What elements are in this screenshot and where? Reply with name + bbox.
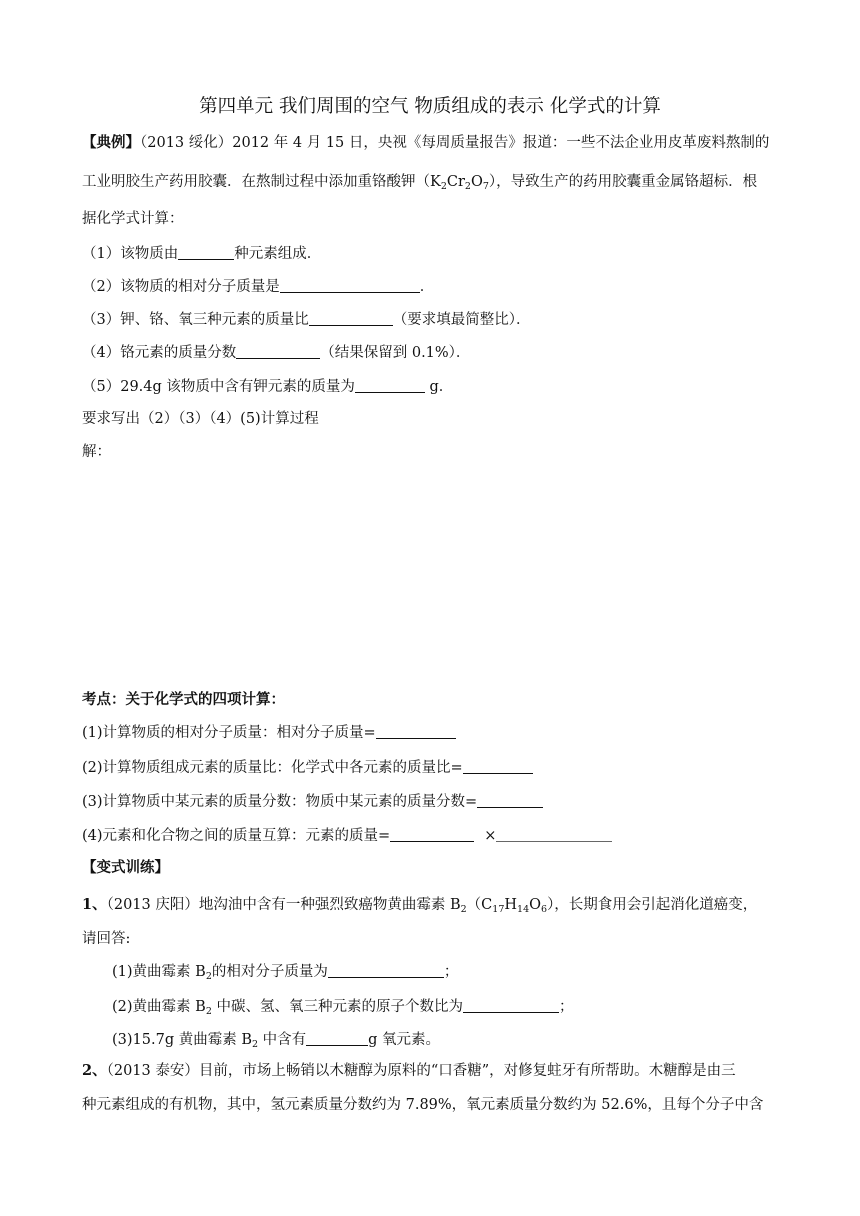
answer-blank[interactable]	[496, 826, 612, 842]
answer-blank[interactable]	[376, 723, 456, 739]
answer-blank[interactable]	[328, 962, 444, 978]
example-question-5: （5）29.4g 该物质中含有钾元素的质量为 g．	[82, 379, 454, 395]
answer-blank[interactable]	[236, 343, 320, 359]
keypoint-2: (2)计算物质组成元素的质量比：化学式中各元素的质量比=	[82, 758, 533, 778]
answer-blank[interactable]	[463, 997, 559, 1013]
answer-blank[interactable]	[178, 244, 234, 260]
training-problem-2-line-2: 种元素组成的有机物，其中，氢元素质量分数约为 7.89%，氧元素质量分数约为 52.6%，且每个分子中含	[82, 1097, 764, 1113]
keypoint-1: (1)计算物质的相对分子质量：相对分子质量=	[82, 723, 456, 743]
example-intro-text: （2013 绥化）2012 年 4 月 15 日，央视《每周质量报告》报道：一些不法企业用皮革废料熬制的	[140, 135, 770, 151]
times-sign: ×	[484, 828, 497, 844]
answer-blank[interactable]	[306, 1030, 368, 1046]
page-title: 第四单元 我们周围的空气 物质组成的表示 化学式的计算	[199, 96, 661, 117]
answer-blank[interactable]	[280, 277, 420, 293]
example-label: 【典例】	[82, 134, 140, 151]
keypoint-3: (3)计算物质中某元素的质量分数：物质中某元素的质量分数=	[82, 792, 543, 812]
training-heading: 【变式训练】	[82, 859, 169, 876]
example-question-2: （2）该物质的相对分子质量是 ．	[82, 279, 435, 295]
example-question-1: （1）该物质由 种元素组成．	[82, 246, 322, 262]
training-problem-1: 1、（2013 庆阳）地沟油中含有一种强烈致癌物黄曲霉素 $B_2(C_{17}H_{14}O_6)$，长期食用会引起消化道癌变，	[82, 896, 758, 915]
example-intro-line-2: 工业明胶生产药用胶囊．在熬制过程中添加重铬酸钾$(K_2Cr_2O_7)$，导致生产的药用胶囊重金属铬超标．根	[82, 174, 758, 192]
example-question-4: （4）铬元素的质量分数 （结果保留到 0.1%）．	[82, 345, 471, 361]
training-problem-1-q1: (1)黄曲霉素 $B_2$的相对分子质量为 ；	[112, 964, 459, 982]
example-intro-line-3: 据化学式计算：	[82, 211, 184, 227]
training-problem-1-q2: (2)黄曲霉素 $B_2$ 中碳、氢、氧三种元素的原子个数比为 ；	[112, 999, 574, 1017]
answer-blank[interactable]	[390, 826, 474, 842]
answer-blank[interactable]	[477, 792, 543, 808]
keypoint-4: (4)元素和化合物之间的质量互算：元素的质量= ×	[82, 826, 612, 846]
answer-blank[interactable]	[309, 310, 393, 326]
keypoints-heading: 考点：关于化学式的四项计算：	[82, 691, 285, 708]
answer-blank[interactable]	[355, 377, 425, 393]
example-intro-line-1	[82, 133, 769, 153]
solution-label: 解：	[82, 444, 111, 460]
training-problem-2: 2、（2013 泰安）目前，市场上畅销以木糖醇为原料的“口香糖”，对修复蛀牙有所帮助。木糖醇是由三	[82, 1062, 736, 1079]
example-question-3: （3）钾、铬、氧三种元素的质量比 （要求填最简整比）．	[82, 312, 531, 328]
requirement-text: 要求写出（2）（3）（4）(5)计算过程	[82, 411, 319, 427]
training-problem-1-line-2: 请回答:	[82, 931, 131, 947]
answer-blank[interactable]	[463, 758, 533, 774]
training-problem-1-q3: (3)15.7g 黄曲霉素 $B_2$ 中含有 g 氧元素。	[112, 1032, 441, 1050]
